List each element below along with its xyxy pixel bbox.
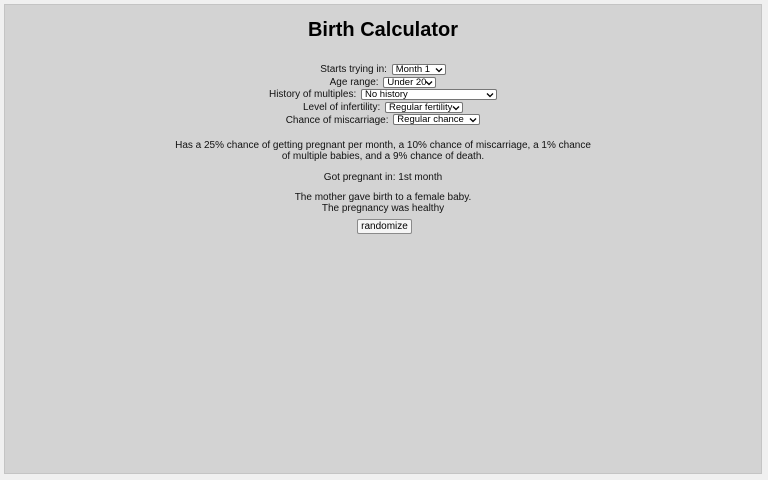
birth-outcome <box>5 192 761 214</box>
summary-line-2: of multiple babies, and a 9% chance of death. <box>281 151 485 162</box>
page-title: Birth Calculator <box>307 19 459 41</box>
main-panel <box>4 4 762 474</box>
starts-trying-label: Starts trying in: <box>320 64 387 76</box>
age-range-label: Age range: <box>329 76 379 88</box>
chevron-down-icon <box>435 66 443 74</box>
infertility-label: Level of infertility: <box>302 101 381 113</box>
age-range-row <box>5 77 761 90</box>
randomize-button[interactable]: randomize <box>357 219 412 234</box>
probability-summary <box>5 140 761 162</box>
settings-form <box>5 64 761 127</box>
history-multiples-value: No history <box>365 89 408 101</box>
age-range-value: Under 20 <box>387 76 427 88</box>
starts-trying-row <box>5 64 761 77</box>
chevron-down-icon <box>425 79 433 87</box>
infertility-value: Regular fertility <box>389 101 453 113</box>
infertility-row <box>5 102 761 115</box>
chevron-down-icon <box>452 104 460 112</box>
history-multiples-label: History of multiples: <box>268 89 357 101</box>
outcome-line-1: The mother gave birth to a female baby. <box>294 192 472 203</box>
age-range-select[interactable] <box>383 77 436 88</box>
pregnant-result: Got pregnant in: 1st month <box>323 172 443 183</box>
history-multiples-select[interactable] <box>361 89 497 100</box>
summary-line-1: Has a 25% chance of getting pregnant per month, a 10% chance of miscarriage, a 1% chance <box>175 140 591 151</box>
infertility-select[interactable] <box>385 102 463 113</box>
miscarriage-value: Regular chance <box>397 114 464 126</box>
chevron-down-icon <box>469 116 477 124</box>
chevron-down-icon <box>486 91 494 99</box>
miscarriage-row <box>5 114 761 127</box>
outcome-line-2: The pregnancy was healthy <box>321 203 445 214</box>
starts-trying-value: Month 1 <box>395 64 431 75</box>
starts-trying-select[interactable] <box>392 64 446 75</box>
history-multiples-row <box>5 89 761 102</box>
miscarriage-label: Chance of miscarriage: <box>285 114 389 126</box>
miscarriage-select[interactable] <box>393 114 480 125</box>
